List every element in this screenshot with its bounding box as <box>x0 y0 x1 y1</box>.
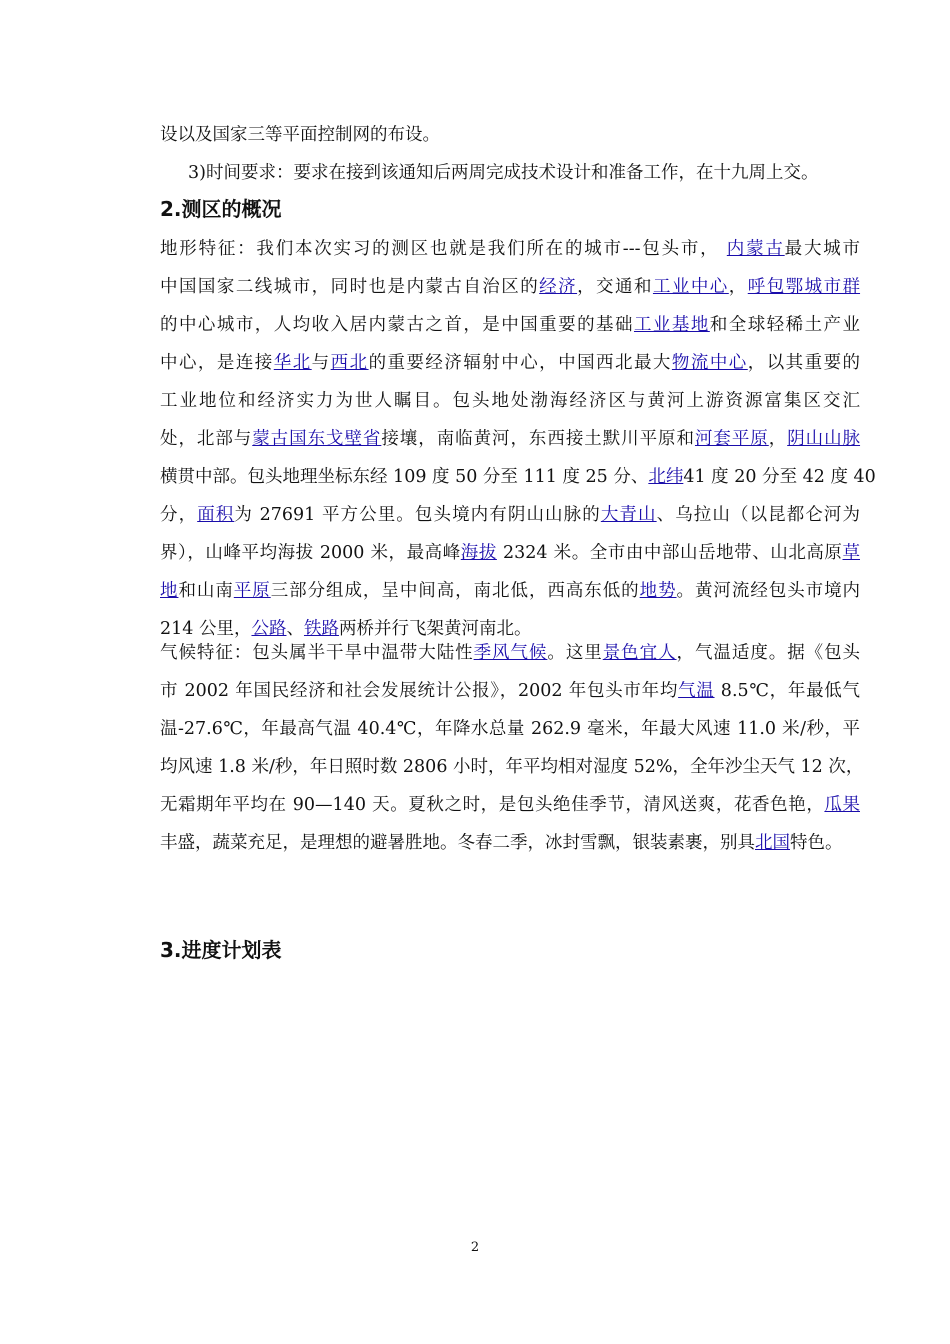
hyperlink[interactable]: 华北 <box>273 353 312 373</box>
text-run: 、 <box>286 619 304 639</box>
section-2-heading: 2.测区的概况 <box>160 197 282 221</box>
terrain-line <box>160 230 860 268</box>
hyperlink[interactable]: 地势 <box>639 581 677 601</box>
climate-line <box>160 786 860 824</box>
hyperlink[interactable]: 气温 <box>678 681 715 701</box>
text-run: 41 度 20 分至 42 度 40 <box>683 467 876 487</box>
text-run: 最大城市 <box>784 239 861 259</box>
text-run: ， <box>728 277 748 297</box>
hyperlink[interactable]: 铁路 <box>303 619 339 639</box>
climate-line <box>160 672 860 710</box>
text-run: 三部分组成，呈中间高，南北低，西高东低的 <box>270 581 640 601</box>
text-run: 与 <box>311 353 331 373</box>
hyperlink[interactable]: 呼包鄂城市群 <box>747 277 861 297</box>
terrain-line <box>160 534 860 572</box>
text-run: 特色。 <box>790 833 843 853</box>
text-run: 的重要经济辐射中心，中国西北最大 <box>368 353 672 373</box>
climate-line <box>160 710 860 748</box>
text-run: 工业地位和经济实力为世人瞩目。包头地处渤海经济区与黄河上游资源富集区交汇 <box>160 391 860 411</box>
text-run: 丰盛，蔬菜充足，是理想的避暑胜地。冬春二季，冰封雪飘，银装素裹，别具 <box>160 833 755 853</box>
terrain-line <box>160 420 860 458</box>
text-run: 均风速 1.8 米/秒，年日照时数 2806 小时，年平均相对湿度 52%，全年沙尘天气 12 次， <box>160 757 864 777</box>
climate-line <box>160 634 860 672</box>
hyperlink[interactable]: 经济 <box>539 277 578 297</box>
text-run: ，气温适度。据《包头 <box>676 643 861 663</box>
text-run: ，以其重要的 <box>747 353 861 373</box>
section-3-heading: 3.进度计划表 <box>160 938 282 962</box>
text-run: 界），山峰平均海拔 2000 米，最高峰 <box>160 543 461 563</box>
terrain-line <box>160 268 860 306</box>
text-run: 和全球轻稀土产业 <box>709 315 861 335</box>
hyperlink[interactable]: 工业中心 <box>652 277 729 297</box>
text-run: 地形特征：我们本次实习的测区也就是我们所在的城市---包头市， <box>160 239 727 259</box>
hyperlink[interactable]: 内蒙古 <box>726 239 785 259</box>
terrain-line <box>160 572 860 610</box>
terrain-line <box>160 382 860 420</box>
hyperlink[interactable]: 西北 <box>330 353 369 373</box>
text-run: 和山南 <box>178 581 234 601</box>
hyperlink[interactable]: 物流中心 <box>671 353 748 373</box>
hyperlink[interactable]: 面积 <box>197 505 235 525</box>
text-run: 接壤，南临黄河，东西接土默川平原和 <box>381 429 695 449</box>
text-run: 、乌拉山（以昆都仑河为 <box>656 505 861 525</box>
terrain-line <box>160 306 860 344</box>
text-run: 中心，是连接 <box>160 353 274 373</box>
hyperlink[interactable]: 北国 <box>755 833 790 853</box>
hyperlink[interactable]: 草 <box>842 543 860 563</box>
hyperlink[interactable]: 河套平原 <box>694 429 769 449</box>
hyperlink[interactable]: 北纬 <box>648 467 684 487</box>
text-run: 温-27.6℃，年最高气温 40.4℃，年降水总量 262.9 毫米，年最大风速 11.0 米/秒，平 <box>160 719 860 739</box>
hyperlink[interactable]: 地 <box>160 581 179 601</box>
terrain-line <box>160 458 876 496</box>
text-run: 2324 米。全市由中部山岳地带、山北高原 <box>496 543 843 563</box>
text-run: 横贯中部。包头地理坐标东经 109 度 50 分至 111 度 25 分、 <box>160 467 649 487</box>
text-run: ， <box>768 429 788 449</box>
text-run: 市 2002 年国民经济和社会发展统计公报》，2002 年包头市年均 <box>160 681 679 701</box>
hyperlink[interactable]: 景色宜人 <box>602 643 677 663</box>
text-run: 气候特征：包头属半干旱中温带大陆性 <box>160 643 474 663</box>
text-run: 为 27691 平方公里。包头境内有阴山山脉的 <box>234 505 601 525</box>
hyperlink[interactable]: 大青山 <box>600 505 657 525</box>
page-number: 2 <box>470 1240 480 1255</box>
text-run: 214 公里， <box>160 619 252 639</box>
intro-line-2: 3)时间要求：要求在接到该通知后两周完成技术设计和准备工作，在十九周上交。 <box>188 163 819 183</box>
hyperlink[interactable]: 公路 <box>251 619 287 639</box>
hyperlink[interactable]: 平原 <box>233 581 271 601</box>
hyperlink[interactable]: 阴山山脉 <box>787 429 861 449</box>
text-run: 处，北部与 <box>160 429 253 449</box>
hyperlink[interactable]: 工业基地 <box>633 315 710 335</box>
terrain-line <box>160 344 860 382</box>
text-run: 8.5℃，年最低气 <box>714 681 861 701</box>
text-run: 无霜期年平均在 90—140 天。夏秋之时，是包头绝佳季节，清风送爽，花香色艳， <box>160 795 825 815</box>
text-run: 。黄河流经包头市境内 <box>676 581 861 601</box>
climate-line <box>160 748 864 786</box>
hyperlink[interactable]: 蒙古国东戈壁省 <box>252 429 382 449</box>
intro-line-1: 设以及国家三等平面控制网的布设。 <box>160 125 440 145</box>
hyperlink[interactable]: 海拔 <box>460 543 497 563</box>
hyperlink[interactable]: 瓜果 <box>824 795 860 815</box>
climate-line <box>160 824 860 862</box>
hyperlink[interactable]: 季风气候 <box>473 643 548 663</box>
terrain-line <box>160 496 860 534</box>
text-run: 分， <box>160 505 198 525</box>
text-run: 的中心城市，人均收入居内蒙古之首，是中国重要的基础 <box>160 315 634 335</box>
text-run: 两桥并行飞架黄河南北。 <box>338 619 532 639</box>
text-run: 中国国家二线城市，同时也是内蒙古自治区的 <box>160 277 540 297</box>
text-run: 。这里 <box>547 643 603 663</box>
text-run: ，交通和 <box>577 277 653 297</box>
